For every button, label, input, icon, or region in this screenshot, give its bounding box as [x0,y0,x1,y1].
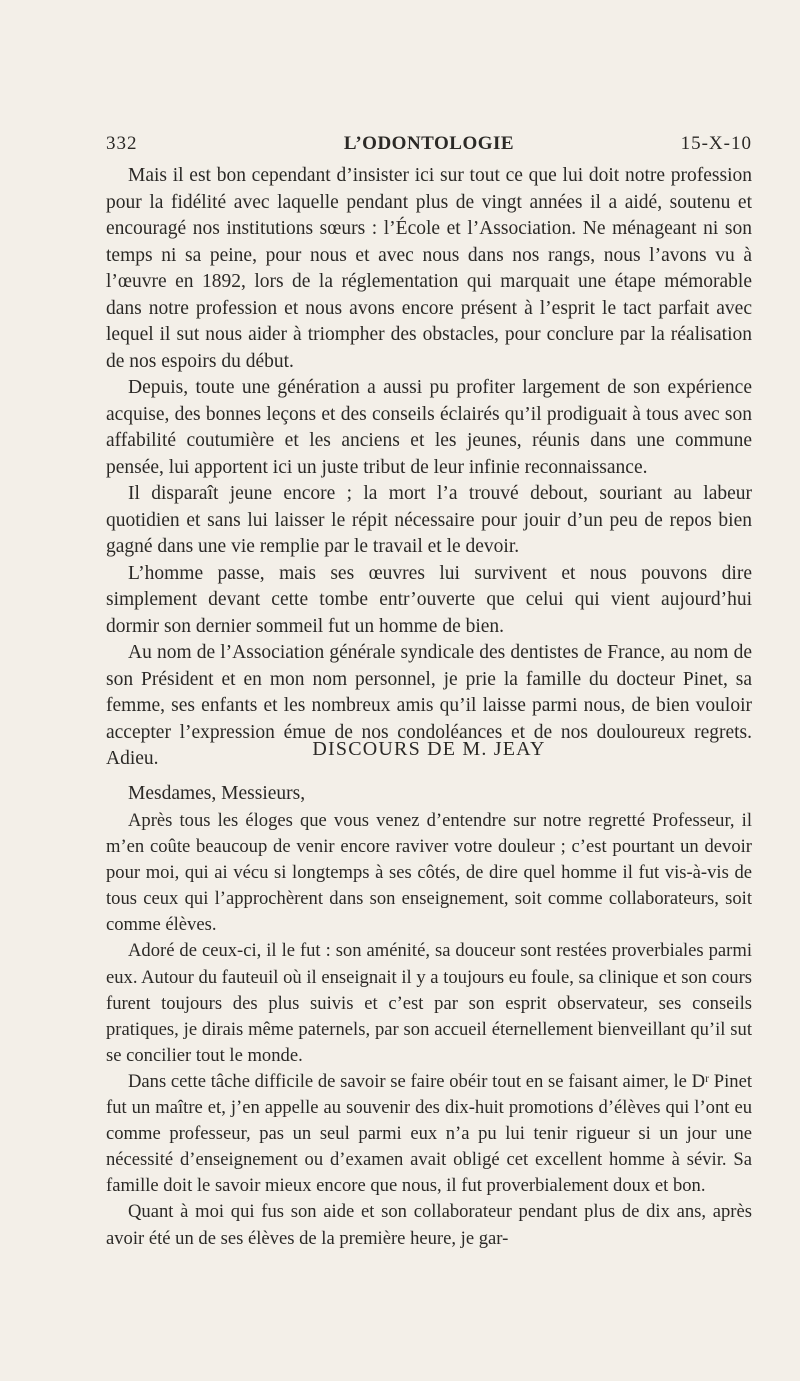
paragraph: Il disparaît jeune encore ; la mort l’a trouvé debout, souriant au labeur quotidien et sans lui laisser le répit nécessaire pour jouir d’un peu de repos bien gagné dans une vie remplie par le travail et le devoir. [106,483,752,557]
paragraph: Adoré de ceux-ci, il le fut : son aménité, sa douceur sont restées proverbiales parmi eux. Autour du fauteuil où il enseignait il y a toujours eu foule, sa clinique et son cours furent toujours des plus suivis et c’est par son esprit observateur, ses conseils pratiques, je dirais même paternels, par son accueil éternellement bienveillant qu’il sut se concilier tout le monde. [106,940,752,1066]
salutation: Mesdames, Messieurs, [128,783,306,804]
page-number: 332 [106,133,138,154]
speech-text [106,808,752,1252]
journal-title: L’ODONTOLOGIE [343,133,515,154]
paragraph: Quant à moi qui fus son aide et son collaborateur pendant plus de dix ans, après avoir été un de ses élèves de la première heure, je gar- [106,1201,752,1249]
paragraph: Au nom de l’Association générale syndicale des dentistes de France, au nom de son Président et en mon nom personnel, je prie la famille du docteur Pinet, sa femme, ses enfants et les nombreux amis qu’il laisse parmi nous, de bien vouloir accepter l’expression émue de nos condoléances et de nos douloureux regrets. Adieu. [106,642,752,769]
paragraph: Mais il est bon cependant d’insister ici sur tout ce que lui doit notre profession pour la fidélité avec laquelle pendant plus de vingt années il a aidé, soutenu et encouragé nos institutions sœurs : l’École et l’Association. Ne ménageant ni son temps ni sa peine, pour nous et avec nous dans nos rangs, nous l’avons vu à l’œuvre en 1892, lors de la réglementation qui marquait une étape mémorable dans notre profession et nous avons encore présent à l’esprit le tact parfait avec lequel il sut nous aider à triompher des obstacles, pour conclure par la réalisation de nos espoirs du début. [106,165,752,372]
paragraph: Depuis, toute une génération a aussi pu profiter largement de son expérience acquise, des bonnes leçons et des conseils éclairés qu’il prodiguait à tous avec son affabilité coutumière et les anciens et les jeunes, réunis dans une commune pensée, lui apportent ici un juste tribut de leur infinie reconnaissance. [106,377,752,478]
issue-date: 15-X-10 [680,133,752,154]
eulogy-text [106,163,752,773]
running-header [106,133,752,159]
paragraph: L’homme passe, mais ses œuvres lui survivent et nous pouvons dire simplement devant cette tombe entr’ouverte que celui qui vient aujourd’hui dormir son dernier sommeil fut un homme de bien. [106,562,752,637]
paragraph: Après tous les éloges que vous venez d’entendre sur notre regretté Professeur, il m’en coûte beaucoup de venir encore raviver votre douleur ; c’est pourtant un devoir pour moi, qui ai vécu si longtemps à ses côtés, de dire quel homme il fut vis-à-vis de tous ceux qui l’approchèrent dans son enseignement, soit comme collaborateurs, soit comme élèves. [106,810,752,936]
section-heading: DISCOURS DE M. JEAY [312,738,546,760]
paragraph: Dans cette tâche difficile de savoir se faire obéir tout en se faisant aimer, le Dʳ Pinet fut un maître et, j’en appelle au souvenir des dix-huit promotions d’élèves qui l’ont eu comme professeur, pas un seul parmi eux n’a pu lui tenir rigueur si un jour une nécessité d’enseignement ou d’examen avait obligé cet excellent homme à sévir. Sa famille doit le savoir mieux encore que nous, il fut proverbialement doux et bon. [106,1070,752,1197]
